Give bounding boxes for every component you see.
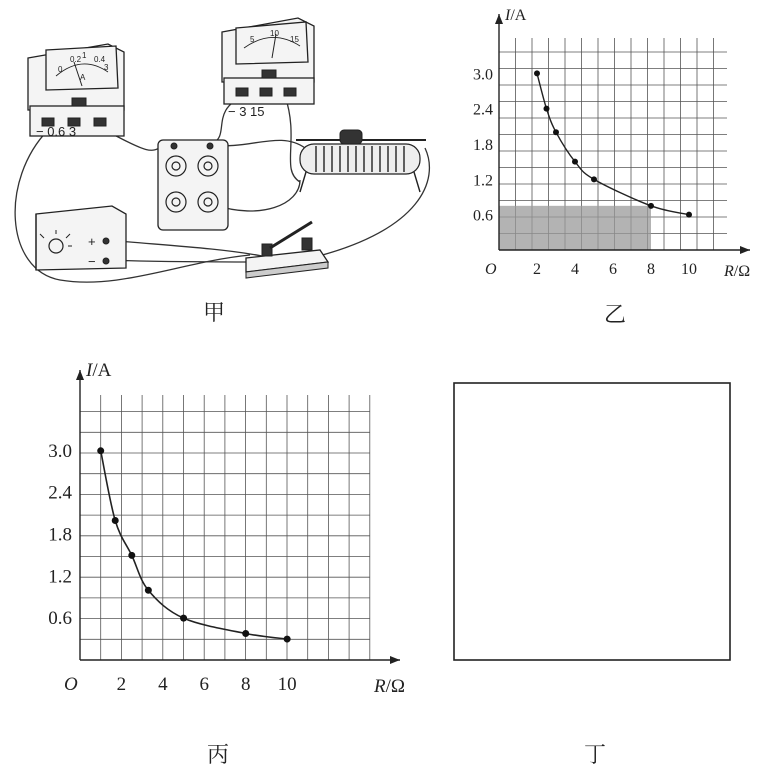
bing-data-point: [97, 447, 104, 454]
chart-yi-xlabel: [723, 263, 750, 280]
chart-bing-xlabel-unit: /Ω: [385, 676, 406, 697]
voltmeter-scale-15: 15: [290, 35, 299, 44]
yi-xtick-label: 2: [533, 261, 541, 278]
bing-xtick-label: 8: [240, 674, 251, 695]
caption-jia: 甲: [203, 301, 226, 326]
ammeter-scale-1: 1: [82, 51, 87, 60]
ammeter-subscale-0.2: 0.2: [70, 55, 82, 64]
battery-plus-label: +: [88, 234, 96, 249]
yi-data-point: [572, 159, 578, 165]
resistance-box: [158, 140, 228, 230]
chart-bing-ylabel: [85, 360, 112, 381]
yi-ytick-label: 1.2: [473, 172, 493, 190]
caption-ding: 丁: [584, 743, 607, 768]
chart-yi-ylabel: [504, 7, 527, 24]
chart-yi-curve: [537, 73, 689, 214]
battery-minus-label: −: [88, 254, 96, 269]
bing-data-point: [112, 517, 119, 524]
yi-ytick-label: 0.6: [473, 207, 493, 225]
bing-data-point: [128, 552, 135, 559]
chart-bing-ylabel-unit: /A: [92, 360, 112, 381]
bing-ytick-label: 1.2: [48, 566, 72, 588]
chart-yi: [473, 7, 750, 280]
yi-ytick-label: 2.4: [473, 101, 493, 119]
chart-yi-xlabel-unit: /Ω: [733, 263, 751, 280]
bing-data-point: [284, 636, 291, 643]
ammeter-subscale-0.4: 0.4: [94, 55, 106, 64]
yi-data-point: [534, 70, 540, 76]
voltmeter: [222, 18, 314, 119]
yi-data-point: [686, 212, 692, 218]
bing-xtick-label: 10: [277, 674, 297, 695]
yi-ytick-label: 3.0: [473, 66, 493, 84]
chart-bing: [48, 360, 405, 697]
voltmeter-terminal-labels: − 3 15: [228, 104, 265, 119]
yi-y-arrow: [495, 14, 503, 24]
ammeter: [28, 44, 124, 139]
ammeter-scale-0: 0: [58, 65, 63, 74]
circuit-apparatus: [15, 18, 429, 282]
yi-xtick-label: 10: [681, 261, 697, 278]
chart-bing-xlabel: [373, 676, 405, 697]
bing-xtick-label: 4: [158, 674, 168, 695]
chart-yi-points: [534, 70, 692, 217]
chart-yi-ylabel-var: I: [505, 7, 511, 24]
yi-data-point: [544, 106, 550, 112]
knife-switch: [246, 222, 328, 278]
caption-yi: 乙: [604, 303, 627, 328]
yi-data-point: [591, 176, 597, 182]
bing-x-arrow: [390, 656, 400, 664]
bing-ytick-label: 2.4: [48, 482, 72, 504]
caption-bing: 丙: [207, 743, 230, 768]
yi-xtick-label: 6: [609, 261, 617, 278]
bing-y-arrow: [76, 370, 84, 380]
bing-data-point: [242, 630, 249, 637]
yi-xtick-label: 4: [571, 261, 579, 278]
bing-ytick-label: 0.6: [48, 608, 72, 630]
chart-yi-origin-label: O: [485, 261, 497, 278]
chart-bing-curve: [101, 451, 287, 639]
chart-yi-xlabel-var: R: [724, 263, 734, 280]
bing-xtick-label: 2: [116, 674, 127, 695]
chart-bing-ticks: [48, 441, 296, 695]
rheostat: [296, 130, 426, 192]
yi-xtick-label: 8: [647, 261, 655, 278]
chart-yi-shaded-area: [499, 206, 651, 250]
ammeter-unit: A: [80, 73, 86, 82]
bing-data-point: [180, 615, 187, 622]
empty-answer-box: [454, 383, 730, 660]
yi-data-point: [553, 129, 559, 135]
yi-ytick-label: 1.8: [473, 137, 493, 154]
chart-bing-origin-label: O: [64, 674, 78, 695]
power-supply: [36, 206, 126, 270]
yi-x-arrow: [740, 246, 750, 254]
chart-bing-grid: [80, 395, 370, 660]
ammeter-scale-3: 3: [104, 63, 109, 72]
voltmeter-scale-5: 5: [250, 35, 255, 44]
voltmeter-scale-10: 10: [270, 29, 279, 38]
bing-ytick-label: 3.0: [48, 440, 72, 462]
yi-data-point: [648, 203, 654, 209]
wire-battery-plus: [107, 240, 262, 256]
chart-bing-ylabel-var: I: [86, 360, 93, 381]
wire-battery-minus: [107, 260, 255, 262]
ammeter-terminal-labels: − 0.6 3: [36, 124, 77, 139]
bing-xtick-label: 6: [199, 674, 210, 695]
chart-bing-xlabel-var: R: [374, 676, 386, 697]
chart-yi-ylabel-unit: /A: [510, 7, 527, 24]
bing-data-point: [145, 587, 152, 594]
bing-ytick-label: 1.8: [48, 524, 72, 546]
chart-bing-axes: [76, 370, 400, 664]
